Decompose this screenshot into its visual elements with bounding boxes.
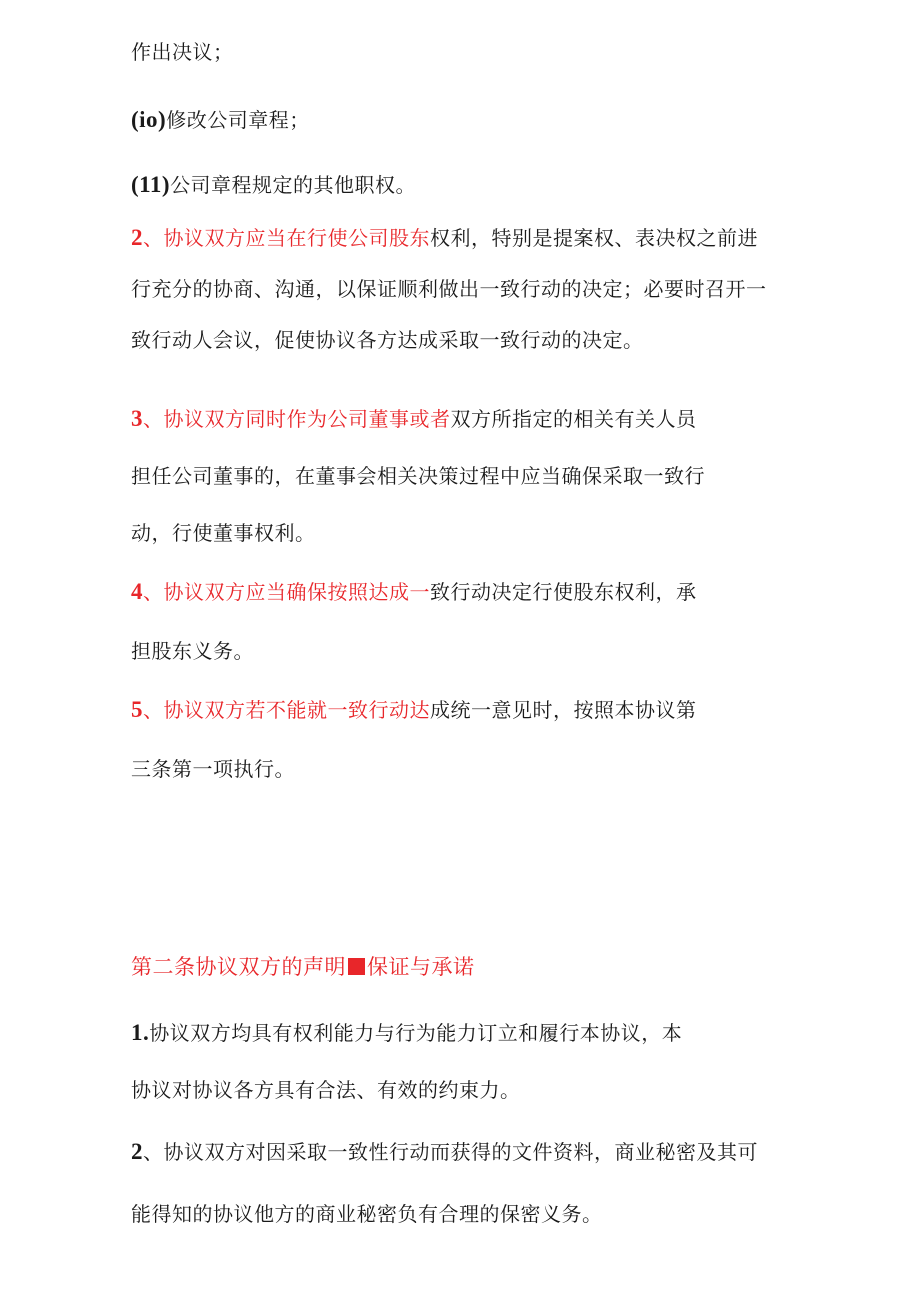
item-other-powers: (11)公司章程规定的其他职权。 [131, 172, 417, 197]
clause-3-line-3: 动，行使董事权利。 [131, 521, 316, 545]
clause-3-line-2: 担任公司董事的，在董事会相关决策过程中应当确保采取一致行 [131, 464, 705, 488]
clause-4-line-1: 4、协议双方应当确保按照达成一致行动决定行使股东权利，承 [131, 579, 697, 604]
clause-3-line-1: 3、协议双方同时作为公司董事或者双方所指定的相关有关人员 [131, 406, 697, 431]
declaration-2-line-2: 能得知的协议他方的商业秘密负有合理的保密义务。 [131, 1202, 603, 1226]
line-decision: 作出决议； [131, 40, 234, 64]
clause-2-line-2: 行充分的协商、沟通，以保证顺利做出一致行动的决定；必要时召开一 [131, 277, 767, 301]
declaration-1-line-2: 协议对协议各方具有合法、有效的约束力。 [131, 1078, 521, 1102]
square-bullet-icon [348, 958, 365, 975]
clause-2-line-3: 致行动人会议，促使协议各方达成采取一致行动的决定。 [131, 328, 644, 352]
clause-5-line-1: 5、协议双方若不能就一致行动达成统一意见时，按照本协议第 [131, 697, 697, 722]
declaration-2-line-1: 2、协议双方对因采取一致性行动而获得的文件资料，商业秘密及其可 [131, 1139, 758, 1164]
clause-4-line-2: 担股东义务。 [131, 639, 254, 663]
clause-2-line-1: 2、协议双方应当在行使公司股东权利，特别是提案权、表决权之前进 [131, 225, 758, 250]
item-amend-articles: (io)修改公司章程； [131, 107, 310, 132]
section-heading-article-2: 第二条协议双方的声明 保证与承诺 [131, 955, 475, 979]
clause-5-line-2: 三条第一项执行。 [131, 757, 295, 781]
declaration-1-line-1: 1.协议双方均具有权利能力与行为能力订立和履行本协议，本 [131, 1020, 683, 1045]
